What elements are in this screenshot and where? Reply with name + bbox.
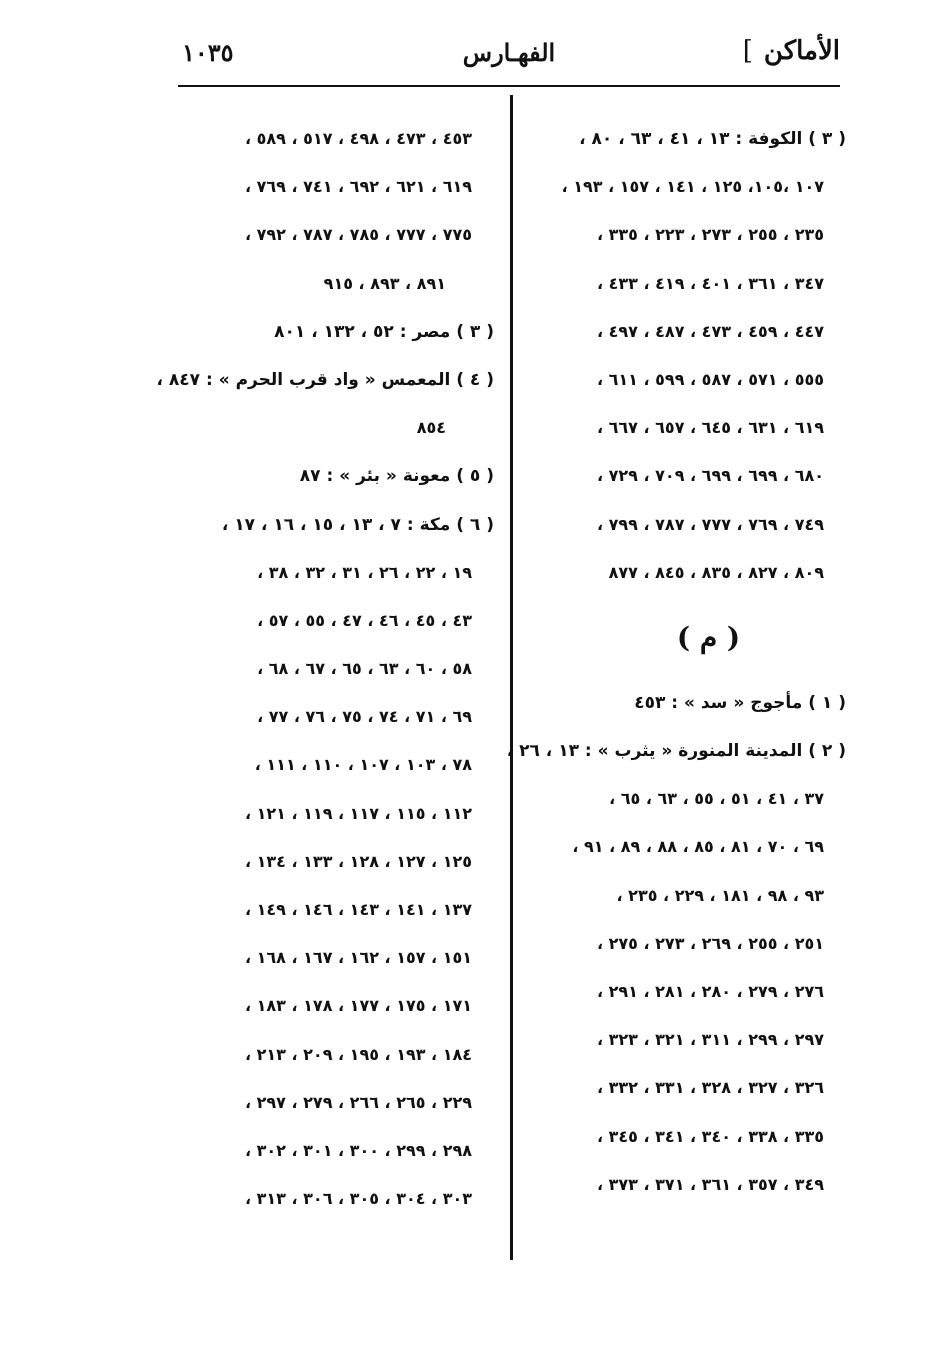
index-line: ٨٥٤	[416, 418, 446, 438]
index-line: ( ٦ ) مكة : ٧ ، ١٣ ، ١٥ ، ١٦ ، ١٧ ،	[221, 514, 494, 535]
index-line: ٢٣٥ ، ٢٥٥ ، ٢٧٣ ، ٢٢٣ ، ٣٣٥ ،	[596, 225, 824, 245]
page-title: الفهـارس	[462, 38, 556, 67]
index-line: ٨٩١ ، ٨٩٣ ، ٩١٥	[323, 273, 446, 293]
index-line: ٣٢٦ ، ٣٢٧ ، ٣٢٨ ، ٣٣١ ، ٣٣٢ ،	[596, 1078, 824, 1098]
section-bracket: ]	[742, 36, 753, 66]
index-line: ٣٤٧ ، ٣٦١ ، ٤٠١ ، ٤١٩ ، ٤٣٣ ،	[596, 273, 824, 293]
index-line: ٣٧ ، ٤١ ، ٥١ ، ٥٥ ، ٦٣ ، ٦٥ ،	[609, 789, 824, 809]
index-line: ٤٥٣ ، ٤٧٣ ، ٤٩٨ ، ٥١٧ ، ٥٨٩ ،	[244, 129, 472, 148]
index-line: ٢٩٨ ، ٢٩٩ ، ٣٠٠ ، ٣٠١ ، ٣٠٢ ،	[244, 1140, 472, 1160]
index-line: ( ٥ ) معونة « بئر » : ٨٧	[299, 466, 494, 487]
index-line: ٣٣٥ ، ٣٣٨ ، ٣٤٠ ، ٣٤١ ، ٣٤٥ ،	[596, 1126, 824, 1146]
left-column	[156, 115, 494, 1223]
index-line: ١٧١ ، ١٧٥ ، ١٧٧ ، ١٧٨ ، ١٨٣ ،	[244, 996, 472, 1016]
index-line: ( ٣ ) مصر : ٥٢ ، ١٣٢ ، ٨٠١	[274, 321, 494, 342]
letter-heading: ( م )	[676, 620, 741, 654]
index-line: ١٢٥ ، ١٢٧ ، ١٢٨ ، ١٣٣ ، ١٣٤ ،	[244, 851, 472, 871]
index-line: ١٩ ، ٢٢ ، ٢٦ ، ٣١ ، ٣٢ ، ٣٨ ،	[257, 562, 472, 582]
index-line: ( ٤ ) المعمس « واد قرب الحرم » : ٨٤٧ ،	[156, 369, 494, 390]
index-line: ٢٩٧ ، ٢٩٩ ، ٣١١ ، ٣٢١ ، ٣٢٣ ،	[596, 1030, 824, 1050]
index-line: ٥٨ ، ٦٠ ، ٦٣ ، ٦٥ ، ٦٧ ، ٦٨ ،	[257, 659, 472, 679]
page-header	[178, 28, 840, 84]
index-line: ١٣٧ ، ١٤١ ، ١٤٣ ، ١٤٦ ، ١٤٩ ،	[244, 900, 472, 919]
column-divider	[510, 95, 513, 1260]
page-number: ١٠٣٥	[182, 38, 234, 67]
index-line: ( ٢ ) المدينة المنورة « يثرب » : ١٣ ، ٢٦ ،	[506, 741, 846, 762]
index-line: ١١٢ ، ١١٥ ، ١١٧ ، ١١٩ ، ١٢١ ،	[244, 803, 472, 823]
index-line: ٣٤٩ ، ٣٥٧ ، ٣٦١ ، ٣٧١ ، ٣٧٣ ،	[596, 1174, 824, 1194]
index-line: ١٠٧ ،١٠٥، ١٢٥ ، ١٤١ ، ١٥٧ ، ١٩٣ ،	[561, 177, 824, 197]
index-line: ٥٥٥ ، ٥٧١ ، ٥٨٧ ، ٥٩٩ ، ٦١١ ،	[596, 369, 824, 389]
index-line: ٢٧٦ ، ٢٧٩ ، ٢٨٠ ، ٢٨١ ، ٢٩١ ،	[596, 982, 824, 1001]
index-line: ٦٩ ، ٧١ ، ٧٤ ، ٧٥ ، ٧٦ ، ٧٧ ،	[257, 707, 472, 727]
right-column-top	[531, 115, 846, 597]
index-line: ٧٧٥ ، ٧٧٧ ، ٧٨٥ ، ٧٨٧ ، ٧٩٢ ،	[244, 225, 472, 245]
index-line: ٤٤٧ ، ٤٥٩ ، ٤٧٣ ، ٤٨٧ ، ٤٩٧ ،	[596, 321, 824, 341]
index-line: ٦٨٠ ، ٦٩٩ ، ٦٩٩ ، ٧٠٩ ، ٧٢٩ ،	[596, 466, 824, 486]
index-line: ( ١ ) مأجوج « سد » : ٤٥٣	[634, 692, 846, 713]
index-line: ٢٢٩ ، ٢٦٥ ، ٢٦٦ ، ٢٧٩ ، ٢٩٧ ،	[244, 1092, 472, 1112]
index-line: ٢٥١ ، ٢٥٥ ، ٢٦٩ ، ٢٧٣ ، ٢٧٥ ،	[596, 933, 824, 953]
index-line: ٨٠٩ ، ٨٢٧ ، ٨٣٥ ، ٨٤٥ ، ٨٧٧	[608, 562, 824, 582]
header-rule	[178, 85, 840, 87]
index-line: ٧٤٩ ، ٧٦٩ ، ٧٧٧ ، ٧٨٧ ، ٧٩٩ ،	[596, 514, 824, 534]
right-column-bottom	[506, 679, 846, 1209]
index-line: ( ٣ ) الكوفة : ١٣ ، ٤١ ، ٦٣ ، ٨٠ ،	[579, 129, 846, 149]
right-column	[506, 115, 846, 1209]
index-line: ١٨٤ ، ١٩٣ ، ١٩٥ ، ٢٠٩ ، ٢١٣ ،	[244, 1044, 472, 1064]
index-line: ٧٨ ، ١٠٣ ، ١٠٧ ، ١١٠ ، ١١١ ،	[254, 755, 472, 775]
index-line: ٣٠٣ ، ٣٠٤ ، ٣٠٥ ، ٣٠٦ ، ٣١٣ ،	[244, 1189, 472, 1209]
index-line: ٤٣ ، ٤٥ ، ٤٦ ، ٤٧ ، ٥٥ ، ٥٧ ،	[257, 610, 472, 630]
index-line: ٦٩ ، ٧٠ ، ٨١ ، ٨٥ ، ٨٨ ، ٨٩ ، ٩١ ،	[572, 837, 824, 857]
index-line: ٦١٩ ، ٦٣١ ، ٦٤٥ ، ٦٥٧ ، ٦٦٧ ،	[596, 418, 824, 438]
index-line: ٩٣ ، ٩٨ ، ١٨١ ، ٢٢٩ ، ٢٣٥ ،	[616, 885, 824, 905]
index-line: ٦١٩ ، ٦٢١ ، ٦٩٢ ، ٧٤١ ، ٧٦٩ ،	[244, 177, 472, 197]
index-line: ١٥١ ، ١٥٧ ، ١٦٢ ، ١٦٧ ، ١٦٨ ،	[244, 948, 472, 968]
section-title-text: الأماكن	[763, 36, 840, 66]
